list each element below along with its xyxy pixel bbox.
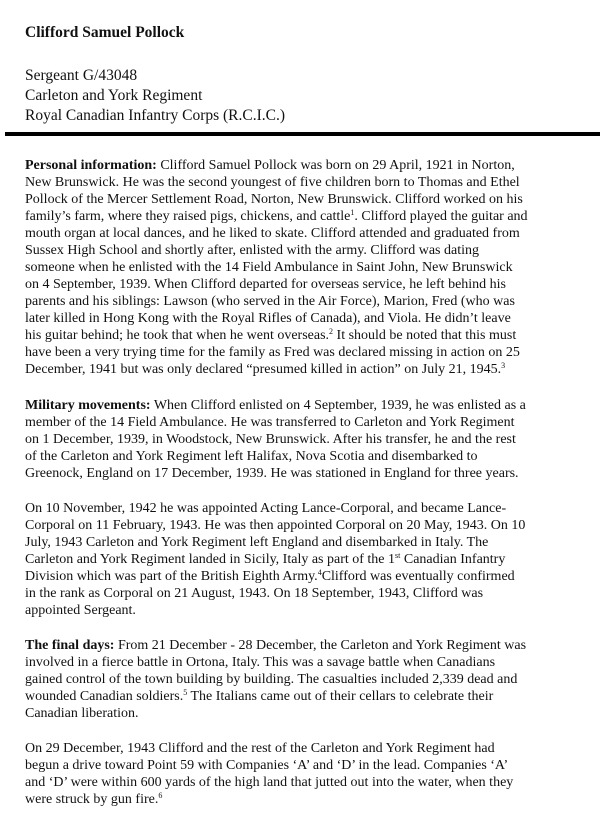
footnote-ref: 5 [183,688,188,697]
footnote-ref: 6 [158,791,163,800]
footnote-ref: 3 [501,361,506,370]
promotions-paragraph: On 10 November, 1942 he was appointed Acting Lance-Corporal, and became Lance- Corporal on 11 February, 1943. He was then appointed Corporal on 20 May, 1943. On 10 July, 1943 Carleton and York Regiment left England and disembarked in Italy. The Carleton and York Regiment landed in Sicily, Italy as part of the 1st Canadian Infantry Division which was part of the British Eighth Army.$^4$Clifford was eventually confirmed in the rank as Corporal on 21 August, 1943. On 18 September, 1943, Clifford was appointed Sergeant. [25,501,526,618]
ordinal-suffix: st [395,551,401,560]
personal-information-paragraph: Personal information: Clifford Samuel Pollock was born on 29 April, 1921 in Norton, New Brunswick. He was the second youngest of five children born to Thomas and Ethel Pollock of the Mercer Settlement Road, Norton, New Brunswick. Clifford worked on his family’s farm, where they raised pigs, chickens, and cattle$^1$. Clifford played the guitar and mouth organ at local dances, and he liked to skate. Clifford attended and graduated from Sussex High School and shortly after, enlisted with the army. Clifford was dating someone when he enlisted with the 14 Field Ambulance in Saint John, New Brunswick on 4 September, 1939. When Clifford departed for overseas service, he left behind his parents and his siblings: Lawson (who served in the Air Force), Marion, Fred (who was later killed in Hong Kong with the Royal Rifles of Canada), and Viola. He didn’t leave his guitar behind; he took that when he went overseas.$^2$ It should be noted that this must have been a very trying time for the family as Fred was declared missing in action on 25 December, 1941 but was only declared “presumed killed in action” on July 21, 1945.$^3$ [25,158,528,377]
footnote-ref: 1 [350,208,355,217]
footnote-ref: 4 [317,568,322,577]
corps: Royal Canadian Infantry Corps (R.C.I.C.) [25,107,286,124]
horizontal-divider [5,132,600,136]
rank-number: Sergeant G/43048 [25,67,138,84]
personal-information-label: Personal information: [25,158,157,173]
final-days-label: The final days: [25,638,115,653]
soldier-name: Clifford Samuel Pollock [25,24,185,41]
footnote-ref: 2 [329,327,334,336]
military-movements-paragraph: Military movements: When Clifford enlisted on 4 September, 1939, he was enlisted as a member of the 14 Field Ambulance. He was transferred to Carleton and York Regiment on 1 December, 1939, in Woodstock, New Brunswick. After his transfer, he and the rest of the Carleton and York Regiment left Halifax, Nova Scotia and disembarked to Greenock, England on 17 December, 1939. He was stationed in England for three years. [25,398,526,481]
service-info [25,66,285,126]
military-movements-label: Military movements: [25,398,151,413]
point-59-paragraph: On 29 December, 1943 Clifford and the rest of the Carleton and York Regiment had begun a drive toward Point 59 with Companies ‘A’ and ‘D’ in the lead. Companies ‘A’ and ‘D’ were within 600 yards of the high land that jutted out into the water, when they were struck by gun fire.$^6$ [25,741,514,807]
regiment: Carleton and York Regiment [25,87,203,104]
final-days-paragraph: The final days: From 21 December - 28 December, the Carleton and York Regiment was involved in a fierce battle in Ortona, Italy. This was a savage battle when Canadians gained control of the town building by building. The casualties included 2,339 dead and wounded Canadian soldiers.$^5$ The Italians came out of their cellars to celebrate their Canadian liberation. [25,638,527,721]
